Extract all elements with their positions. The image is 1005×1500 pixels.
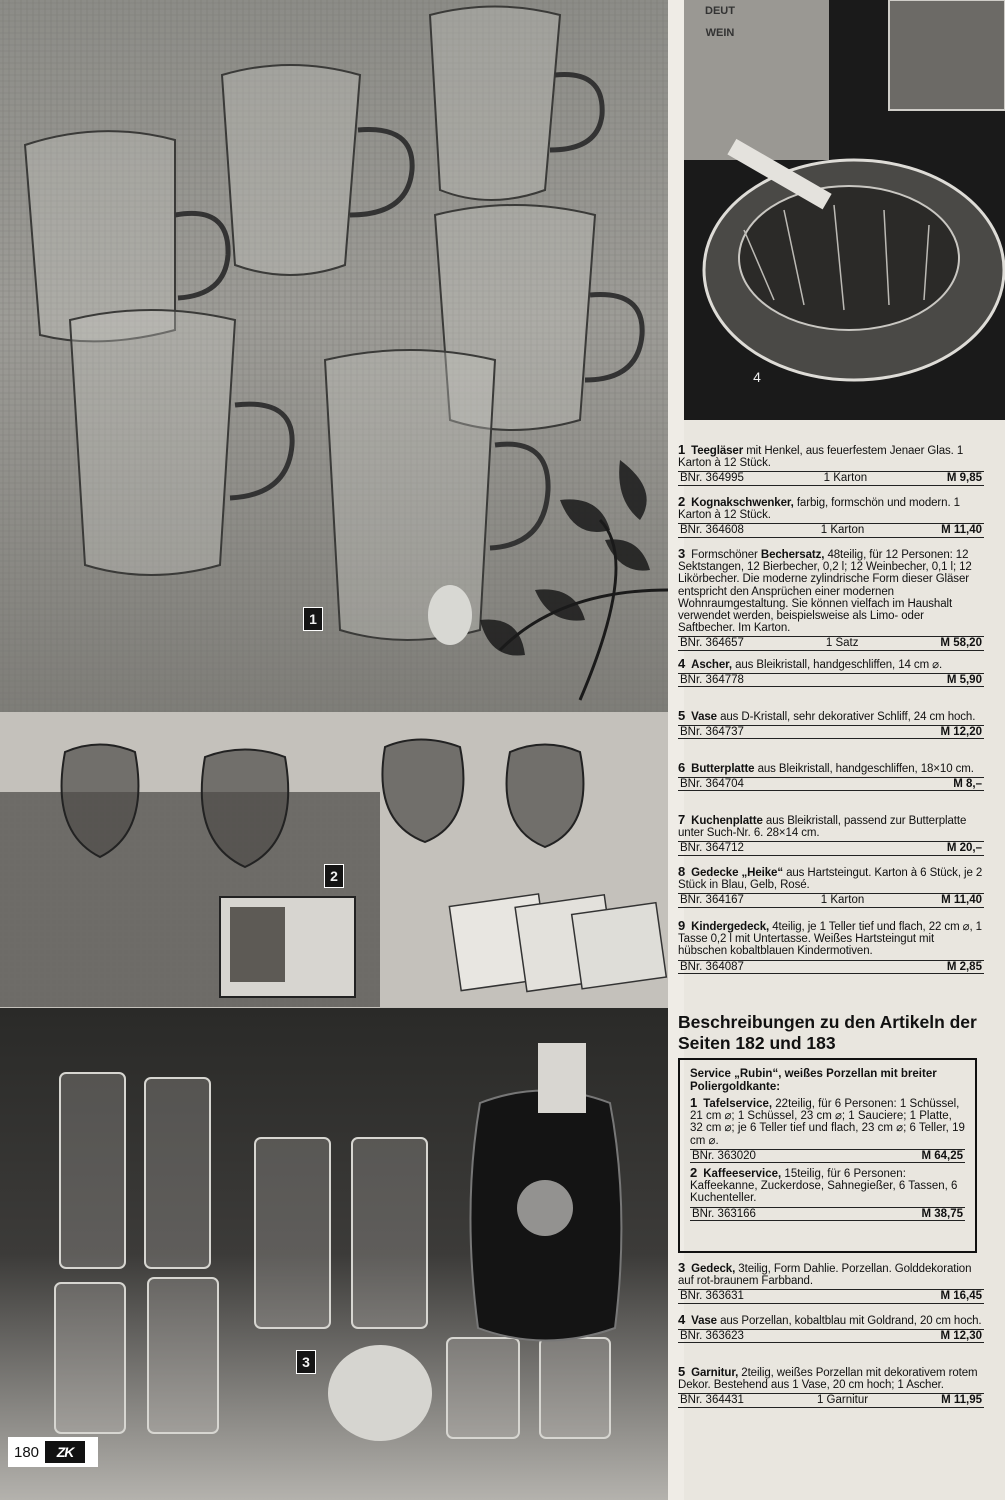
order-unit: 1 Satz [825, 637, 859, 650]
page-number: 180 [14, 1443, 40, 1461]
figure-number-4: 4 [753, 369, 761, 385]
price: M 38,75 [921, 1207, 963, 1220]
catalog-entry [690, 1167, 965, 1221]
catalog-entry [678, 1314, 984, 1343]
entry-description: 15teilig, für 6 Personen: Kaffeekanne, Zuckerdose, Sahnegießer, 6 Tassen, 6 Kuchenteller. [690, 1168, 958, 1205]
price: M 20,– [946, 842, 982, 855]
order-number: BNr. 364995 [680, 472, 744, 485]
entry-number: 7 [678, 812, 686, 827]
catalog-entry [690, 1097, 965, 1163]
catalog-entry [678, 762, 984, 791]
photo-tea-glasses [0, 0, 668, 712]
tea-glasses-image [0, 0, 668, 712]
entry-name: Gedeck, [691, 1263, 736, 1275]
catalog-entry [678, 814, 984, 856]
entry-number: 3 [678, 1260, 686, 1275]
order-unit: 1 Karton [820, 524, 865, 537]
order-row [678, 960, 984, 974]
crystal-ashtray-image [684, 0, 1005, 420]
price: M 58,20 [940, 637, 982, 650]
entry-name: Tafelservice, [703, 1098, 773, 1110]
figure-number-3: 3 [296, 1350, 316, 1374]
order-row [678, 636, 984, 650]
order-unit: 1 Karton [823, 472, 868, 485]
entry-number: 6 [678, 760, 686, 775]
figure-number-1: 1 [303, 607, 323, 631]
order-row [678, 1289, 984, 1303]
price: M 11,40 [941, 894, 982, 907]
catalog-entry [678, 658, 984, 687]
order-number: BNr. 364608 [680, 524, 744, 537]
figure-number-2: 2 [324, 864, 344, 888]
entry-description: 48teilig, für 12 Personen: 12 Sektstangen, 12 Bierbecher, 0,2 l; 12 Weinbecher, 0,1 l; 12 Likörbecher. Die moderne zylindrische Form dieser Gläser entspricht den Ansprüchen einer modernen Wohnraumgestaltung. Sie können vielfach im Haushalt verwendet werden, beispielsweise als Limo- oder Saftbecher. Im Karton. [678, 549, 972, 635]
catalog-entry [678, 548, 984, 651]
catalog-entry [678, 866, 984, 908]
entry-name: Butterplatte [691, 763, 755, 775]
order-row [678, 841, 984, 855]
price: M 8,– [953, 778, 982, 791]
order-row [678, 893, 984, 907]
entry-name: Kuchenplatte [691, 815, 763, 827]
photo-tumbler-set [0, 1008, 668, 1500]
catalog-entry [678, 920, 984, 974]
price: M 12,20 [940, 726, 982, 739]
bottle-label-text: DEUT WEIN [705, 5, 735, 39]
entry-name: Vase [691, 711, 717, 723]
section-heading: Beschreibungen zu den Artikeln der Seiten 182 und 183 [678, 1012, 977, 1053]
order-row [678, 1393, 984, 1407]
entry-name: Kognakschwenker, [691, 497, 794, 509]
price: M 9,85 [946, 472, 982, 485]
catalog-entry [678, 710, 984, 739]
photo-cognac-snifters [0, 712, 668, 1008]
entry-description: mit Henkel, aus feuerfestem Jenaer Glas. 1 Karton à 12 Stück. [678, 445, 964, 470]
entry-name: Kindergedeck, [691, 921, 770, 933]
catalog-entry [678, 444, 984, 486]
entry-number: 4 [678, 656, 686, 671]
entry-description: 3teilig, Form Dahlie. Porzellan. Golddekoration auf rot-braunem Farbband. [678, 1263, 972, 1288]
catalog-entry [678, 1262, 984, 1304]
publisher-logo: ZK [45, 1441, 85, 1463]
entry-description: aus Bleikristall, passend zur Butterplatte unter Such-Nr. 6. 28×14 cm. [678, 815, 967, 840]
entry-name: Ascher, [691, 659, 732, 671]
entry-description: 4teilig, je 1 Teller tief und flach, 22 cm ⌀, 1 Tasse 0,2 l mit Untertasse. Weißes Hartsteingut mit hübschen kobaltblauen Kindermotiven. [678, 921, 982, 958]
entry-description: aus Hartsteingut. Karton à 6 Stück, je 2 Stück in Blau, Gelb, Rosé. [678, 867, 983, 892]
catalog-entry [678, 1366, 984, 1408]
price: M 64,25 [921, 1149, 963, 1162]
entry-name: Garnitur, [691, 1367, 739, 1379]
price: M 2,85 [946, 960, 982, 973]
price: M 11,95 [941, 1394, 982, 1407]
price: M 11,40 [941, 524, 982, 537]
order-number: BNr. 364712 [680, 842, 744, 855]
price: M 16,45 [940, 1290, 982, 1303]
order-row [678, 1329, 984, 1343]
order-number: BNr. 364704 [680, 778, 744, 791]
order-number: BNr. 364167 [680, 894, 744, 907]
photo-crystal-ashtray [684, 0, 1005, 420]
order-number: BNr. 363020 [692, 1149, 756, 1162]
entry-number: 5 [678, 708, 686, 723]
entry-prefix: Formschöner [691, 549, 761, 561]
entry-number: 1 [690, 1095, 698, 1110]
order-number: BNr. 364431 [680, 1394, 744, 1407]
order-row [678, 673, 984, 687]
order-number: BNr. 363166 [692, 1207, 756, 1220]
order-number: BNr. 364778 [680, 674, 744, 687]
order-row [678, 471, 984, 485]
order-number: BNr. 363631 [680, 1290, 744, 1303]
entry-number: 8 [678, 864, 686, 879]
order-unit: 1 Karton [820, 894, 865, 907]
entry-description: aus D-Kristall, sehr dekorativer Schliff, 24 cm hoch. [716, 711, 976, 723]
entry-number: 2 [678, 494, 686, 509]
price: M 12,30 [940, 1330, 982, 1343]
entry-description: aus Bleikristall, handgeschliffen, 18×10 cm. [754, 763, 974, 775]
tumbler-set-image [0, 1008, 668, 1500]
order-row [678, 725, 984, 739]
entry-name: Vase [691, 1315, 717, 1327]
cognac-snifters-image [0, 712, 668, 1008]
order-number: BNr. 364737 [680, 726, 744, 739]
service-rubin-box [678, 1058, 977, 1253]
order-number: BNr. 364087 [680, 960, 744, 973]
entry-name: Gedecke „Heike“ [691, 867, 783, 879]
entry-description: 22teilig, für 6 Personen: 1 Schüssel, 21 cm ⌀; 1 Schüssel, 23 cm ⌀; 1 Sauciere; 1 Platte, 32 cm ⌀; je 6 Teller tief und flach, 23 cm ⌀; 6 Teller, 19 cm ⌀. [690, 1098, 965, 1147]
entry-description: farbig, formschön und modern. 1 Karton à 12 Stück. [678, 497, 960, 522]
entry-number: 1 [678, 442, 686, 457]
order-row [678, 777, 984, 791]
entry-description: 2teilig, weißes Porzellan mit dekorativem rotem Dekor. Bestehend aus 1 Vase, 20 cm hoch; 1 Ascher. [678, 1367, 978, 1392]
price: M 5,90 [946, 674, 982, 687]
order-unit: 1 Garnitur [816, 1394, 869, 1407]
order-row [678, 523, 984, 537]
order-row [690, 1207, 965, 1221]
entry-number: 5 [678, 1364, 686, 1379]
catalog-entry [678, 496, 984, 538]
order-number: BNr. 364657 [680, 637, 744, 650]
entry-name: Teegläser [691, 445, 744, 457]
entry-name: Kaffeeservice, [703, 1168, 782, 1181]
page-footer [8, 1437, 98, 1467]
order-number: BNr. 363623 [680, 1330, 744, 1343]
entry-description: aus Porzellan, kobaltblau mit Goldrand, 20 cm hoch. [716, 1315, 982, 1327]
entry-description: aus Bleikristall, handgeschliffen, 14 cm ⌀. [732, 659, 943, 671]
box-heading: Service „Rubin“, weißes Porzellan mit breiter Poliergoldkante: [690, 1068, 937, 1093]
entry-number: 9 [678, 918, 686, 933]
entry-number: 2 [690, 1165, 698, 1181]
order-row [690, 1149, 965, 1163]
entry-number: 4 [678, 1312, 686, 1327]
entry-number: 3 [678, 546, 686, 561]
entry-name: Bechersatz, [760, 549, 825, 561]
